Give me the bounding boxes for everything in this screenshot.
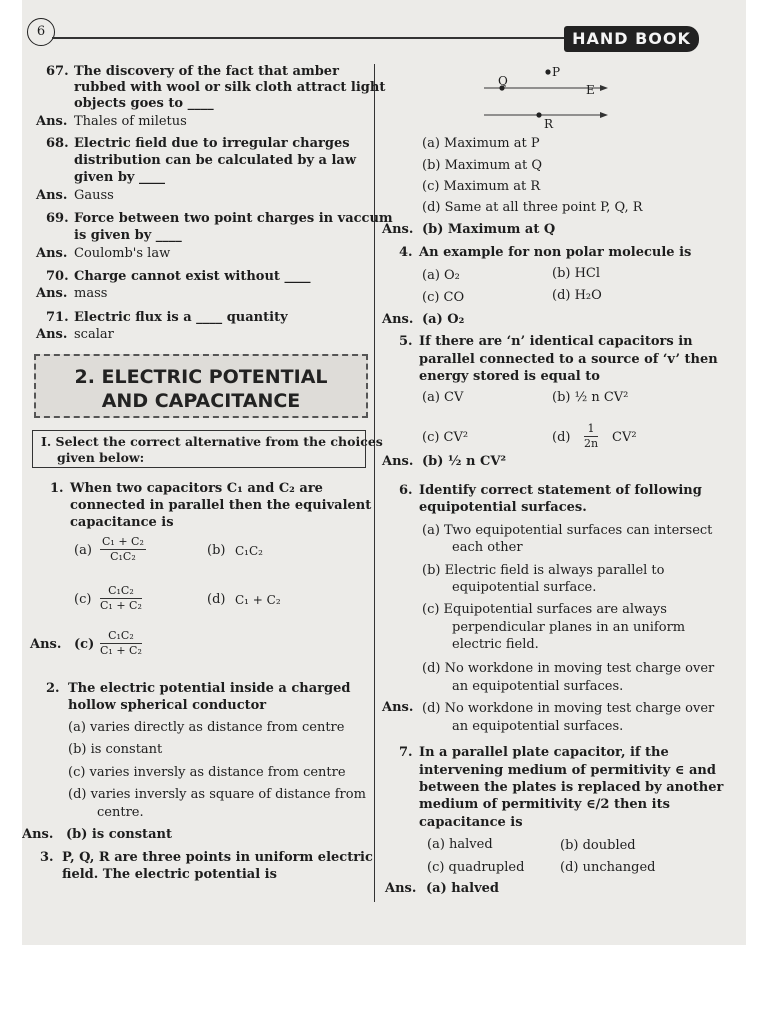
question-text: The electric potential inside a charged [68,681,351,696]
question-text: energy stored is equal to [419,369,600,384]
question-text: When two capacitors C₁ and C₂ are [70,481,323,496]
answer-label: Ans. [30,637,62,652]
option-a: (a) CV [422,390,464,405]
answer-label: Ans. [382,454,414,469]
option-b-text: C₁C₂ [235,544,263,558]
option-c-continued: perpendicular planes in an uniform [452,620,686,635]
option-c: (c) varies inversly as distance from centre [68,765,346,780]
book-page [22,0,746,945]
option-d: (d) varies inversly as square of distance from [68,787,366,802]
answer-text: (b) is constant [66,827,172,842]
question-number: 6. [399,483,413,498]
option-c: (c) quadrupled [427,860,525,875]
answer-label: Ans. [382,312,414,327]
question-number: 67. [46,64,69,79]
option-d: (d) unchanged [560,860,656,875]
answer-text: (d) No workdone in moving test charge over [422,701,715,716]
option-c-continued: electric field. [452,637,539,652]
denominator: C₁ + C₂ [100,599,142,612]
question-text: Identify correct statement of following [419,483,702,498]
question-text: equipotential surfaces. [419,500,587,515]
answer-fraction [100,629,142,658]
option-a-continued: each other [452,540,523,555]
answer-label: Ans. [36,246,68,261]
answer-text: (b) ½ n CV² [422,454,507,469]
option-d: (d) No workdone in moving test charge over [422,661,715,676]
option-d-continued: an equipotential surfaces. [452,679,624,694]
arrow-head-icon [600,112,608,118]
option-a: (a) O₂ [422,268,460,283]
option-b: (b) ½ n CV² [552,390,629,405]
answer-label: Ans. [36,327,68,342]
question-text: objects goes to ____ [74,96,214,111]
label-e: E [586,83,595,97]
question-text: capacitance is [419,815,523,830]
answer-label: Ans. [382,222,414,237]
answer-text: Gauss [74,188,114,203]
question-number: 1. [50,481,64,496]
option-a: (a) Two equipotential surfaces can intersect [422,523,713,538]
answer-text: Coulomb's law [74,246,171,261]
question-text: Force between two point charges in vaccum [74,211,393,226]
instruction-text: given below: [57,450,145,465]
option-b: (b) HCl [552,266,601,281]
question-text: parallel connected to a source of ‘v’ then [419,352,718,367]
question-text: given by ____ [74,170,165,185]
answer-text: scalar [74,327,114,342]
header-rule [52,37,622,39]
answer-label: Ans. [385,881,417,896]
option-a: (a) varies directly as distance from centre [68,720,345,735]
question-text: rubbed with wool or silk cloth attract light [74,80,386,95]
option-b-continued: equipotential surface. [452,580,597,595]
answer-text: (a) O₂ [422,312,465,327]
question-text: capacitance is [70,515,174,530]
numerator: C₁C₂ [100,629,142,644]
denominator: C₁ + C₂ [100,644,142,657]
question-number: 7. [399,745,413,760]
chapter-heading-box [34,354,368,418]
option-c: (c) CO [422,290,465,305]
label-p: P [552,65,561,79]
option-d-text: CV² [612,430,637,445]
question-number: 71. [46,310,69,325]
numerator: 1 [584,422,598,437]
denominator: 2n [584,437,599,450]
option-label: (a) [74,543,92,558]
option-c: (c) CV² [422,430,469,445]
option-d-fraction [584,422,598,451]
option-c-fraction [100,584,142,613]
answer-text: (b) Maximum at Q [422,222,556,237]
instruction-box [32,430,383,468]
answer-text: (a) halved [426,881,499,896]
chapter-title-line1: 2. ELECTRIC POTENTIAL [74,366,328,388]
option-a: (a) Maximum at P [422,136,540,151]
option-a-fraction [100,535,146,564]
option-b: (b) doubled [560,838,636,853]
answer-label: Ans. [36,114,68,129]
question-number: 3. [40,850,54,865]
option-b: (b) Electric field is always parallel to [422,563,665,578]
question-number: 70. [46,269,69,284]
answer-label: Ans. [22,827,54,842]
option-d: (d) H₂O [552,288,602,303]
question-number: 68. [46,136,69,151]
instruction-text: I. Select the correct alternative from the choices [41,434,383,449]
question-text: If there are ‘n’ identical capacitors in [419,334,693,349]
question-text: distribution can be calculated by a law [74,153,357,168]
question-text: The discovery of the fact that amber [74,64,339,79]
question-text: intervening medium of permitivity ∈ and [419,763,716,778]
option-b: (b) is constant [68,742,163,757]
option-label: (d) [207,592,226,607]
label-q: Q [498,74,508,88]
answer-text-continued: an equipotential surfaces. [452,719,624,734]
question-text: medium of permitivity ∈/2 then its [419,797,670,812]
question-number: 2. [46,681,60,696]
option-d: (d) Same at all three point P, Q, R [422,200,643,215]
question-number: 69. [46,211,69,226]
chapter-title-line2: AND CAPACITANCE [101,390,301,412]
numerator: C₁C₂ [100,584,142,599]
option-a: (a) halved [427,837,493,852]
answer-text: mass [74,286,108,301]
option-label: (b) [207,543,226,558]
option-d-text: C₁ + C₂ [235,593,281,607]
label-r: R [544,117,554,131]
question-text: An example for non polar molecule is [419,245,692,260]
denominator: C₁C₂ [110,550,136,563]
answer-label: Ans. [382,700,414,715]
question-text: Charge cannot exist without ____ [74,269,311,284]
question-text: connected in parallel then the equivalent [70,498,372,513]
question-text: between the plates is replaced by another [419,780,724,795]
page-number: 6 [27,18,55,46]
handbook-banner: HAND BOOK [564,26,699,52]
answer-option: (c) [74,637,95,652]
question-text: P, Q, R are three points in uniform electric [62,850,373,865]
question-text: field. The electric potential is [62,867,277,882]
question-number: 5. [399,334,413,349]
answer-text: Thales of miletus [74,114,187,129]
option-label: (c) [74,592,92,607]
point-p [545,69,550,74]
option-c: (c) Equipotential surfaces are always [422,602,667,617]
answer-label: Ans. [36,286,68,301]
question-text: Electric flux is a ____ quantity [74,310,288,325]
column-divider [374,64,375,902]
question-text: In a parallel plate capacitor, if the [419,745,669,760]
option-d-continued: centre. [97,805,144,820]
question-text: hollow spherical conductor [68,698,267,713]
arrow-head-icon [600,85,608,91]
question-number: 4. [399,245,413,260]
option-label: (d) [552,430,571,445]
question-text: is given by ____ [74,228,182,243]
point-r [536,112,541,117]
option-c: (c) Maximum at R [422,179,541,194]
option-b: (b) Maximum at Q [422,158,543,173]
answer-label: Ans. [36,188,68,203]
question-text: Electric field due to irregular charges [74,136,350,151]
numerator: C₁ + C₂ [102,535,144,548]
